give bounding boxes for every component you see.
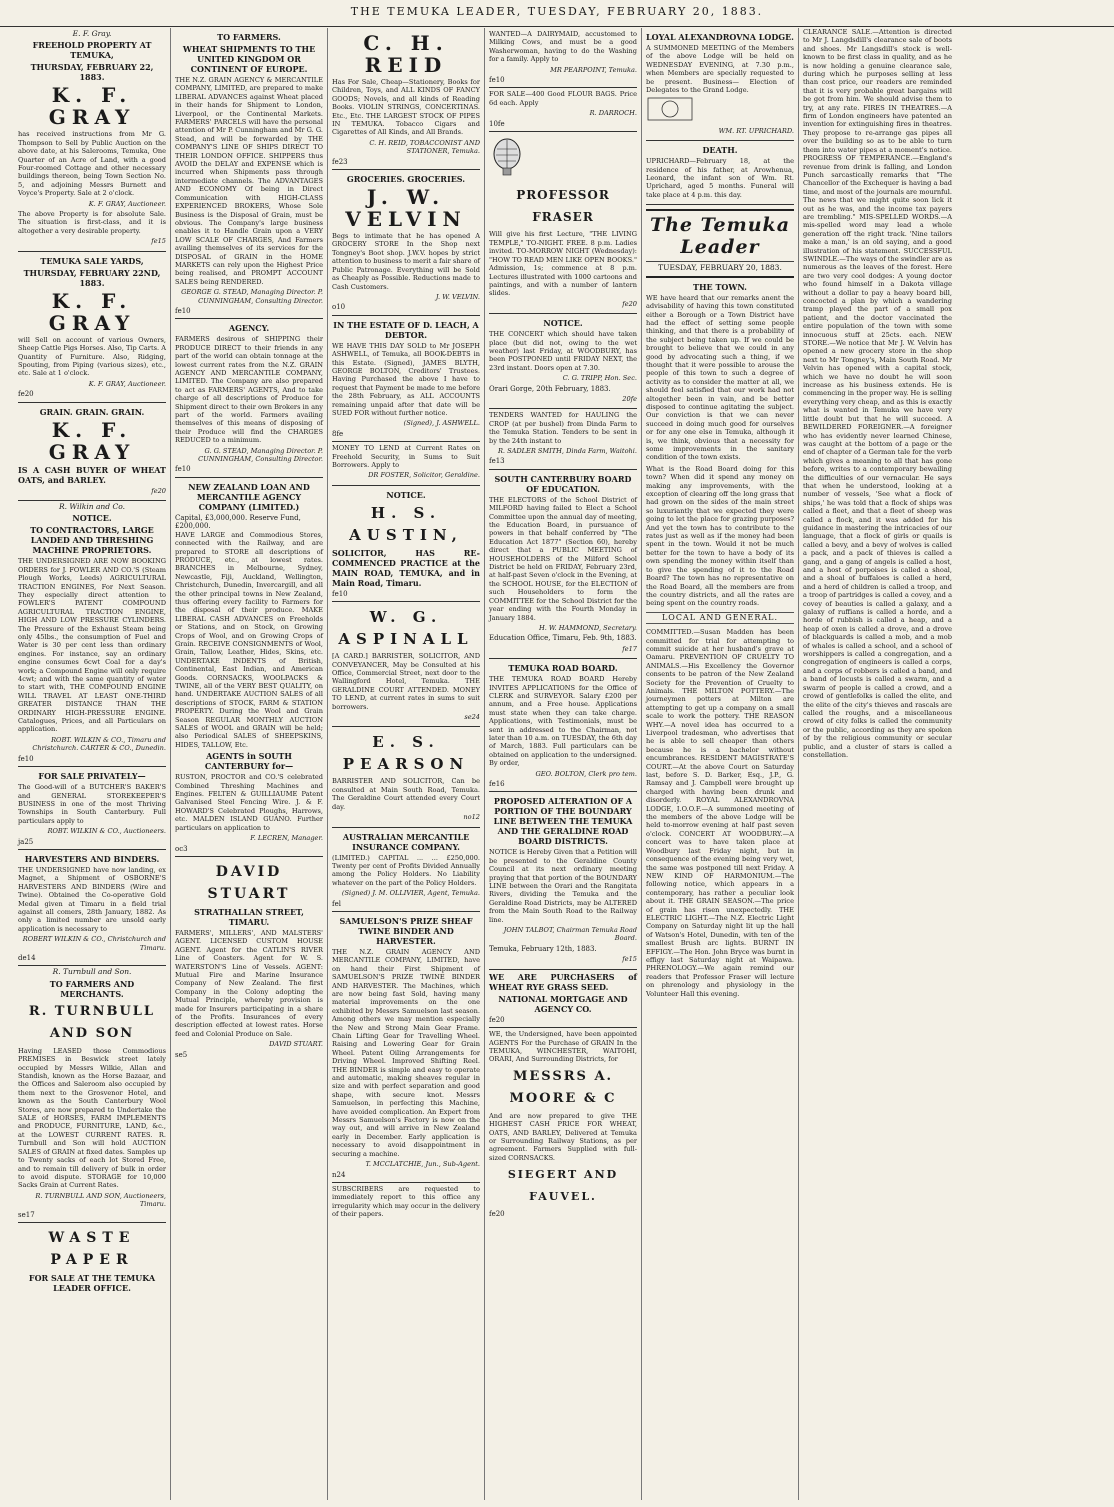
ad-agency [175, 319, 323, 478]
ad-title: TEMUKA ROAD BOARD. [508, 663, 618, 674]
ad-signature: C. G. TRIPP, Hon. Sec. [562, 374, 637, 383]
ad-freehold-property [18, 28, 166, 252]
ad-boundary-alteration [489, 792, 637, 969]
ad-body: A SUMMONED MEETING of the Members of the above Lodge will be held on WEDNESDAY EVENING, at 7.30 p.m., when Members are specially requested to be present. Business— Election of Delegates to the Grand Lodge. [646, 44, 794, 95]
ad-board-of-education [489, 470, 637, 659]
ad-ch-reid [332, 28, 480, 170]
ad-name: MESSRS A. MOORE & C [509, 1068, 617, 1106]
ad-body: FARMERS desirous of SHIPPING their PRODUCE DIRECT to their friends in any part of the world can obtain tonnage at the lowest current rates from the N.Z. GRAIN AGENCY AND MERCANTILE COMPANY, LIMITED. The Company are also prepared to act as FARMERS' AGENTS, And to take charge of all descriptions of Produce for Shipment direct to their own Brokers in any part of the world. Farmers availing themselves of this means of disposing of their Produce will find the CHARGES REDUCED to a minimum. [175, 335, 323, 445]
ad-wheat-purchasers [489, 970, 637, 1028]
ad-title: LOYAL ALEXANDROVNA LODGE. [646, 32, 794, 42]
ad-code: fe10 [489, 76, 505, 85]
column-3 [328, 28, 485, 1500]
ad-body: The Good-will of a BUTCHER'S BAKER'S and GENERAL STOREKEEPER'S BUSINESS in one of the most Thriving Townships in South Canterbury. Full particulars apply to [18, 783, 166, 825]
ad-body: THE N.Z. GRAIN AGENCY AND MERCANTILE COMPANY, LIMITED, have on hand their First Shipment of SAMUELSON'S PRIZE TWINE BINDER AND HARVESTER. The Machines, which are now being fast Sold, having many material improvements on the one exhibited by Messrs Samuelson last season. Among others we may mention especially the New and Strong Main Gear Frame. Chain Lifting Gear for Travelling Wheel. Raising and Lowering Gear for Grain Wheel. Patent Oiling Arrangements for Driving Wheel. Improved Shifting Reel. THE BINDER is simple and easy to operate and automatic, making sheaves regular in size and with perfect separation and good shape, with secure knot. Messrs Samuelson, in perfecting this Machine, have avoided complication. An Expert from Messrs Samuelson's Factory is now on the way out, and will arrive in New Zealand early in December. Early application is necessary to avoid disappointment in securing a machine. [332, 947, 480, 1158]
ad-sale-yards [18, 252, 166, 403]
ad-signature: ROBERT WILKIN & CO., Christchurch and Timaru. [22, 935, 166, 952]
ad-title: AUSTRALIAN MERCANTILE INSURANCE COMPANY. [342, 831, 470, 852]
ad-name: E. S. PEARSON [342, 733, 470, 774]
ad-name: K. F. GRAY [48, 288, 136, 335]
ad-line: Temuka, February 12th, 1883. [489, 944, 597, 953]
ad-code: fe20 [622, 299, 637, 308]
ad-code: fe23 [332, 157, 348, 166]
ad-body: THE N.Z. GRAIN AGENCY & MERCANTILE COMPANY, LIMITED, are prepared to make LIBERAL ADVANCES against Wheat placed in their hands for Shipment to London, Liverpool, or the Continental Markets. FARMERS' PARCELS will have the personal attention of Mr P. Cunningham and Mr G. G. Stead, and will be forwarded by THE COMPANY'S LINE OF SHIPS DIRECT TO THEIR LONDON OFFICE. SHIPPERS thus AVOID the DELAY and EXPENSE which is incurred when Shipments pass through intermediate channels. The ADVANTAGES AND ECONOMY Of being in Direct Communication with HIGH-CLASS EXPERIENCED BROKERS, Whose Sole Business is the Disposal of Grain, must be obvious. The Company's large business enables it to Handle Grain upon a VERY LOW SCALE OF CHARGES, And Farmers availing themselves of its services for the DISPOSAL of GRAIN in the HOME MARKETS can rely upon the Highest Price being realised, and PROMPT ACCOUNT SALES being RENDERED. [175, 76, 323, 286]
ad-date: THURSDAY, FEBRUARY 22, 1883. [30, 62, 154, 83]
ad-code: fe10 [175, 465, 191, 474]
ad-line: Orari Gorge, 20th February, 1883. [489, 384, 611, 393]
ad-body: THE UNDERSIGNED have now landing, ex Magnet, a Shipment of OSBORNE'S HARVESTERS AND BINDERS (Wire and Twine). Obtained the Co-operative Gold Medal given at Timaru in a field trial against all comers, 28th January, 1882. As only a limited number are unsold early application is necessary to [18, 865, 166, 933]
ad-signature: T. MCCLATCHIE, Jun., Sub-Agent. [365, 1160, 480, 1169]
ad-title: WASTE PAPER [48, 1229, 136, 1268]
ad-date: THURSDAY, FEBRUARY 22ND, 1883. [23, 267, 161, 288]
ad-body: FOR SALE—400 Good FLOUR BAGS. Price 6d each. Apply [489, 90, 637, 107]
ad-code: se17 [18, 1210, 35, 1219]
ad-signature: F. LECREN, Manager. [250, 834, 323, 843]
ad-name: W. G. ASPINALL [338, 608, 474, 649]
ad-code: 20fe [622, 394, 637, 403]
ad-title: NOTICE. [543, 318, 583, 329]
ad-code: fe16 [489, 780, 505, 788]
ad-for-sale-privately [18, 767, 166, 850]
ad-body: THE ELECTORS of the School District of MILFORD having failed to Elect a School Committee upon the annual day of meeting, the Education Board, in pursuance of powers in that behalf conferred by "The Education Act 1877" (Section 60), hereby direct that a PUBLIC MEETING of HOUSEHOLDERS of the Milford School District be held on FRIDAY, February 23rd, at half-past Seven o'clock in the Evening, at the SCHOOL HOUSE, for the ELECTION of such Householders to form the COMMITTEE for the School District for the year ending with the Fourth Monday in January 1884. [489, 495, 637, 622]
ad-tenders [489, 409, 637, 469]
ad-body: Begs to intimate that he has opened A GROCERY STORE In the Shop next Tongney's Boot shop. J.W.V. hopes by strict attention to business to merit a fair share of Public Patronage. Everything will be Sold as Cheaply as Possible. Reductions made to Cash Customers. [332, 232, 480, 291]
ad-signature: DAVID STUART. [269, 1040, 323, 1049]
ad-pearson [332, 727, 480, 827]
ad-body: Having LEASED those Commodious PREMISES in Beswick street lately occupied by Messrs Wilkie, Allan and Standish, known as the Horse Bazaar, and the Offices and Saleroom also occupied by them next to the Grosvenor Hotel, and known as the South Canterbury Wool Stores, are now prepared to Undertake the SALE of HORSES, FARM IMPLEMENTS and PRODUCE, FURNITURE, LAND, &c., at the LOWEST CURRENT RATES. R. Turnbull and Son will hold AUCTION SALES of GRAIN at fixed dates. Samples up to Twenty sacks of each lot Stored Free, and to remain till delivery of bulk in order to avoid dispute. STORAGE for 10,000 Sacks Grain at Current Rates. [18, 1046, 166, 1190]
ad-title: HARVESTERS AND BINDERS. [24, 853, 160, 864]
ad-code: fe10 [332, 589, 348, 598]
death-title: DEATH. [702, 145, 738, 156]
ad-turnbull [18, 966, 166, 1223]
ad-code: fe10 [175, 306, 191, 315]
ad-body: THE CONCERT which should have taken place (but did not, owing to the wet weather) last Friday, at WOODBURY, has been POSTPONED until FRIDAY NEXT, the 23rd instant. Doors open at 7.30. [489, 330, 637, 372]
column-6 [799, 28, 956, 1500]
ad-code: 10fe [489, 119, 505, 128]
ad-code: fe17 [622, 644, 637, 653]
ad-header: R. Wilkin and Co. [59, 501, 125, 511]
ad-code: de14 [18, 954, 36, 962]
ad-signature: R. DARROCH. [589, 109, 637, 118]
ad-body: WANTED—A DAIRYMAID, accustomed to Milking Cows, and must be a good Washerwoman, having to do the Washing for a family. Apply to [489, 30, 637, 64]
ad-body: (LIMITED.) CAPITAL ... ... £250,000. Twenty per cent of Profits Divided Annually among the Policy Holders. No Liability whatever on the part of the Policy Holders. [332, 853, 480, 887]
ad-lodge [646, 28, 794, 141]
ad-signature: NATIONAL MORTGAGE AND AGENCY CO. [498, 993, 628, 1014]
ad-body: TENDERS WANTED for HAULING the CROP (at per bushel) from Dinda Farm to the Temuka Station. Tenders to be sent in by the 24th instant to [489, 411, 637, 445]
ad-name: J. W. VELVIN [345, 185, 467, 232]
paper-date: TUESDAY, FEBRUARY 20, 1883. [646, 261, 794, 272]
ad-samuelson [332, 912, 480, 1183]
ad-body: SUBSCRIBERS are requested to immediately report to this office any irregularity which may occur in the delivery of their papers. [332, 1184, 480, 1219]
ad-body: has received instructions from Mr G. Thompson to Sell by Public Auction on the above date, at his Salerooms, Temuka, One Quarter of an Acre of Land, with a good Four-roomed Cottage and other necessary buildings thereon, being Town Section No. 5, and adjoining Messrs Burnett and Voyce's Property. Sale at 2 o'clock. [18, 130, 166, 198]
paper-title: The Temuka Leader [649, 214, 791, 259]
ad-code: fe15 [622, 955, 637, 964]
ad-body: HAVE LARGE and Commodious Stores, connected with the Railway, and are prepared to STORE all descriptions of PRODUCE, etc., at lowest rates. BRANCHES in Melbourne, Sydney, Newcastle, Fiji, Auckland, Wellington, Christchurch, Dunedin, Invercargill, and all the other principal towns in New Zealand, thus offering every facility to Farmers for the disposal of their produce. MAKE LIBERAL CASH ADVANCES on Freeholds or Stations, and on Stock, on Growing Crops of Wool, and on Growing Crops of Grain. RECEIVE CONSIGNMENTS of Wool, Grain, Tallow, Leather, Hides, Skins, etc. UNDERTAKE INDENTS of British, Continental, East Indian, and American Goods. CORNSACKS, WOOLPACKS & TWINE, all of the VERY BEST QUALITY, on hand. UNDERTAKE AUCTION SALES of all descriptions of STOCK, FARM & STATION PROPERTY. During the Wool and Grain Season REGULAR MONTHLY AUCTION SALES of WOOL and GRAIN will be held; also Periodical SALES of SHEEPSKINS, HIDES, TALLOW, Etc. [175, 530, 323, 749]
editorial-paragraph-1: WE have heard that our remarks anent the advisability of having this town constituted either a Borough or a Town District have had the effect of setting some people thinking, and that there is a probability of the subject being taken up. If we could be brought to believe that we could in any good by advocating such a thing, if we thought that it were possible to arouse the people of this town to such a degree of activity as to consider the matter at all, we should feel satisfied that our work had not altogether been in vain, and be better disposed to continue agitating the subject. Our conviction is that we can never succeed in doing much good for ourselves or for any one else in Temuka, although it is, we think, obvious that a necessity for some improvements in the sanitary condition of the town exists. [646, 293, 794, 462]
ad-money-to-lend [332, 442, 480, 486]
ad-body: Will give his first Lecture, "THE LIVING TEMPLE," TO-NIGHT. FREE. 8 p.m. Ladies invited. TO-MORROW NIGHT (Wednesday): "HOW TO READ MEN LIKE OPEN BOOKS." Admission, 1s; commence at 8 p.m. Lectures illustrated with 1000 cartoons and paintings, and with a number of lantern slides. [489, 230, 637, 298]
ad-title: PROPOSED ALTERATION OF A PORTION OF THE BOUNDARY LINE BETWEEN THE TEMUKA AND THE GERALDINE ROAD BOARD DISTRICTS. [493, 796, 633, 847]
column-5 [642, 28, 799, 1500]
ad-insurance [332, 828, 480, 912]
ad-body: will Sell on account of various Owners, Sheep Cattle Pigs Horses. Also, Tip Carts. A Quantity of Furniture. Also, Ridging, Spouting, from Piping (various sizes), etc., etc. Sale at 1 o'clock. [18, 335, 166, 378]
ad-signature: DR FOSTER, Solicitor, Geraldine. [368, 471, 480, 480]
ad-signature: ROBT. WILKIN & CO., Timaru and Christchurch. CARTER & CO., Dunedin. [32, 735, 166, 753]
editorial-paragraph-2: What is the Road Board doing for this town? When did it spend any money on making any improvements, with the exception of clearing off the long grass that had grown on the sides of the main street so luxuriantly that we expected they were going to let the place for grazing purposes? And yet the town has to contribute to the rates just as well as if the money had been spent in the town. Would it not be much better for the town to have a body of its own spending the money within itself than to give the spending of it to the Road Board? The town has no representative on the Road Board, all the members are from the country districts, and all the rates are being spent on the country roads. [646, 464, 794, 608]
ad-title: SOUTH CANTERBURY BOARD OF EDUCATION. [494, 473, 632, 494]
ad-title: FREEHOLD PROPERTY AT TEMUKA, [32, 40, 152, 61]
paper-title-block [646, 209, 794, 277]
ad-fowler-engines [18, 501, 166, 767]
ad-code: se24 [464, 713, 480, 722]
ad-title: NOTICE. [72, 513, 112, 524]
ad-grain-buyer [18, 403, 166, 501]
ad-subscribers [332, 1183, 480, 1224]
ad-body: THE TEMUKA ROAD BOARD Hereby INVITES APPLICATIONS for the Office of CLERK and SURVEYOR. Salary £200 per annum, and a Free house. Applications must state when they can take charge. Applications, with Testimonials, must be sent in addressed to the Chairman, not later than 10 a.m. on TUESDAY, the 6th day of March, 1883. Full particulars can be obtained on application to the undersigned. By order, [489, 675, 637, 768]
column-2 [171, 28, 328, 1500]
ad-agents: RUSTON, PROCTOR and CO.'S celebrated Combined Threshing Machines and Engines. FELTEN & GUILLIAUME Patent Galvanised Steel Fencing Wire. J. & F. HOWARD'S Celebrated Ploughs, Harrows, etc. MALDEN ISLAND GUANO. Further particulars on application to [175, 773, 323, 832]
ad-body: BARRISTER AND SOLICITOR, Can be consulted at Main South Road, Temuka. The Geraldine Court attended every Court day. [332, 777, 480, 811]
ad-signature: R. SADLER SMITH, Dinda Farm, Waitohi. [497, 447, 637, 455]
ad-david-stuart [175, 857, 323, 1062]
running-head: THE TEMUKA LEADER, TUESDAY, FEBRUARY 20, 1883. [0, 0, 1114, 27]
ad-body: FARMERS', MILLERS', AND MALSTERS' AGENT. LICENSED CUSTOM HOUSE AGENT. Agent for the CATLIN'S RIVER Line of Coasters. Agent for W. S. WATERSTON'S Line of Vessels. AGENT: Mutual Fire and Marine Insurance Company of New Zealand. The first Company in the Colony adopting the Mutual Principle, whereby provision is made for Insurers participating in a share of the Profits. Insurances of every description effected at lowest rates. Horse feed and Colonial Produce on Sale. [175, 928, 323, 1038]
ad-code: 8fe [332, 429, 344, 438]
column-1 [14, 28, 171, 1500]
ad-nz-loan [175, 478, 323, 857]
ad-code: oc3 [175, 844, 188, 853]
phrenology-head-icon [489, 137, 525, 177]
ad-title: IN THE ESTATE OF D. LEACH, A DEBTOR. [333, 319, 479, 340]
ad-agents-title: AGENTS in SOUTH CANTERBURY for— [204, 751, 294, 772]
ad-signature: K. F. GRAY, Auctioneer. [88, 199, 166, 208]
ad-signature: G. G. STEAD, Managing Director. P. CUNNINGHAM, Consulting Director. [198, 446, 323, 464]
ad-flour-bags [489, 88, 637, 132]
ad-name: C. H. REID [363, 31, 449, 77]
local-general-heading: LOCAL AND GENERAL. [646, 612, 794, 624]
ad-line: Education Office, Timaru, Feb. 9th, 1883. [489, 634, 637, 643]
columns [14, 28, 1106, 1500]
ad-name: K. F. GRAY [48, 83, 136, 130]
ad-signature: (Signed) J. M. OLLIVIER, Agent, Temuka. [341, 889, 480, 898]
ad-grain-agents [489, 1028, 637, 1221]
ad-code: fe15 [151, 237, 166, 246]
ad-body: FOR SALE AT THE TEMUKA LEADER OFFICE. [28, 1272, 156, 1293]
ad-header: E. F. Gray. [72, 29, 112, 38]
ad-name: K. F. GRAY [48, 417, 136, 464]
ad-code: n24 [332, 1170, 346, 1179]
ad-body: Has For Sale, Cheap—Stationery, Books for Children, Toys, and ALL KINDS OF FANCY GOODS; Novels, and all kinds of Reading Books. VIOLIN STRINGS, CONCERTINAS. Etc., Etc. THE LARGEST STOCK OF PIPES IN TEMUKA. Tobacco Cigars and Cigarettes of All Kinds, and All Brands. [332, 78, 480, 137]
ad-name: R. TURNBULL AND SON [28, 1003, 156, 1041]
local-general-continued: CLEARANCE SALE.—Attention is directed to Mr J. Langdsdill's clearance sale of boots and shoes. Mr Langsdill's stock is well-known to be first class in quality, and as he is now holding a genuine clearance sale, during which he purposes selling at less than cost price, our readers are reminded that it is very probable great bargains will be got from him. We should advise them to try, at any rate. FIRES IN THEATRES.—A firm of London engineers have patented an invention for extinguishing fires in theatres. They propose to re-arrange gas pipes all over the building so as to be able to turn them into water pipes at a moment's notice. PROGRESS OF TEMPERANCE.—England's revenue from drink is falling, and London Punch sarcastically remarks that "The Chancellor of the Exchequer is having a bad time, and most of the journals are mournful. The news that we might quite soon lick it out as he was, and the income tax payers are trembling." MIS-SPELLED WORDS.—A mis-spelled word may lead a whole generation off the right track. 'Nine tailors make a man,' is an old saying, and a good illustration of his statement. SUCCESSFUL SWINDLE.—The ways of the swindler are as numerous as the leaves of the forest. Here are two very cool dodges: A young doctor who found himself in a Dakota village without a dollar to pay a heavy board bill, concocted a plan by which a wandering tramp played the part of a small pox patient, and the doctor vaccinated the entire population of the town with some innocuous stuff at 25cts. each. NEW STORE.—We notice that Mr J. W. Velvin has opened a new grocery store in the shop next to Mr Tongney's, Main South Road. Mr Velvin has opened with a capital stock, which we have no doubt he will soon increase as his business extends. He is commencing in the proper way. He is selling everything very cheap, and as this is exactly what is wanted in Temuka we have very little doubt but that he will succeed. A BEWILDERED FOREIGNER.—A foreigner who has evidently never learned Chinese, was caught at the bottom of a page or the end of chapter of a German tale for the verb which gives a meaning to all that has gone before, writes to a contemporary bewailing the difficulties of our vernacular. He says that when he understood, looking at a number of vessels, 'See what a flock of ships,' he was told that a flock of ships was called a fleet, and that a fleet of sheep was called a flock, and it was added for his guidance in mastering the intricacies of our language, that a flock of girls or quails is called a bevy, and a bevy of wolves is called a pack, and a pack of thieves is called a gang, and a gang of angels is called a host, and a host of porpoises is called a shoal, and a shoal of buffaloes is called a herd, and a herd of children is called a troop, and a troop of partridges is called a covey, and a covey of beauties is called a galaxy, and a galaxy of ruffians is called a horde, and a horde of rubbish is called a heap, and a heap of oxen is called a drove, and a drove of blackguards is called a mob, and a mob of whales is called a school, and a school of worshippers is called a congregation, and a congregation of engineers is called a corps, and a corps of robbers is called a band, and a band of locusts is called a swarm, and a swarm of people is called a crowd, and a crowd of gentlefolks is called the elite, and the elite of the city's thieves and rascals are called the roughs, and a miscellaneous crowd of city folks is called the community or the public, according as they are spoken of by the religious community or secular public, and a cluster of stars is called a constellation. [803, 28, 952, 759]
lodge-seal-icon [646, 96, 694, 122]
ad-signature: MR PEARPOINT, Temuka. [550, 65, 637, 74]
ad-signature: H. W. HAMMOND, Secretary. [538, 623, 637, 632]
ad-title: NEW ZEALAND LOAN AND MERCANTILE AGENCY COMPANY (LIMITED.) [188, 481, 310, 512]
ad-code: fe20 [489, 1210, 505, 1219]
ad-title: AGENCY. [228, 323, 270, 334]
editorial [646, 282, 794, 608]
ad-aspinall [332, 602, 480, 727]
ad-name: PROFESSOR FRASER [516, 188, 610, 225]
ad-austin [332, 486, 480, 602]
ad-title: NOTICE. [386, 489, 426, 500]
ad-waste-paper [18, 1223, 166, 1298]
ad-body: MONEY TO LEND at Current Rates on Freehold Security, in Sums to Suit Borrowers. Apply to [332, 444, 480, 469]
ad-dairymaid [489, 28, 637, 88]
ad-code: fe10 [18, 754, 34, 763]
ad-title: GRAIN. GRAIN. GRAIN. [39, 406, 145, 417]
ad-body: WE HAVE THIS DAY SOLD to Mr JOSEPH ASHWELL, of Temuka, all BOOK-DEBTS in this Estate. (Signed), JAMES BLYTH, GEORGE BOLTON, Creditors' Trustees. Having Purchased the above I have to request that Payment be made to me before the 28th February, as ALL ACCOUNTS remaining unpaid after that date will be SUED FOR without further notice. [332, 341, 480, 417]
ad-road-board [489, 659, 637, 792]
ad-header: R. Turnbull and Son. [52, 967, 132, 977]
ad-signature: K. F. GRAY, Auctioneer. [88, 379, 166, 388]
ad-title: TO FARMERS AND MERCHANTS. [49, 978, 135, 999]
ad-subtitle: WHEAT SHIPMENTS TO THE UNITED KINGDOM OR CONTINENT OF EUROPE. [182, 44, 316, 74]
ad-signature: ROBT. WILKIN & CO., Auctioneers. [47, 827, 166, 836]
ad-code: o10 [332, 303, 346, 312]
ad-body: SOLICITOR, HAS RE-COMMENCED PRACTICE at the MAIN ROAD, TEMUKA, and in Main Road, Timaru. [332, 547, 480, 588]
ad-concert-notice [489, 314, 637, 409]
ad-subtitle: TO CONTRACTORS, LARGE LANDED AND THRESHING MACHINE PROPRIETORS. [30, 525, 154, 556]
ad-code: fe13 [489, 457, 505, 466]
ad-body: [A CARD.] BARRISTER, SOLICITOR, AND CONVEYANCER, May be Consulted at his Office, Commercial Street, next door to the Wallingford Hotel, Temuka. THE GERALDINE COURT ATTENDED. MONEY TO LEND, at current rates in sums to suit borrowers. [332, 652, 480, 711]
ad-name: H. S. AUSTIN, [349, 503, 463, 544]
ad-title: FOR SALE PRIVATELY— [38, 771, 146, 782]
ad-note: The above Property is for absolute Sale. The situation is first-class, and it is altogether a very desirable property. [18, 210, 166, 235]
ad-code: se5 [175, 1050, 188, 1059]
ad-code: fe20 [489, 1015, 505, 1024]
ad-signature: JOHN TALBOT, Chairman Temuka Road Board. [503, 926, 637, 943]
ad-body: NOTICE is Hereby Given that a Petition will be presented to the Geraldine County Council at its next ordinary meeting praying that that portion of the BOUNDARY LINE between the Orari and the Rangitata Rivers, dividing the Temuka and the Geraldine Road Districts, may be ALTERED from the Main South Road to the Railway line. [489, 848, 637, 924]
editorial-title: THE TOWN. [693, 281, 747, 292]
ad-harvesters [18, 850, 166, 966]
ad-signature: SIEGERT AND FAUVEL. [507, 1168, 619, 1204]
ad-title: GROCERIES. GROCERIES. [346, 174, 466, 185]
ad-signature: J. W. VELVIN. [435, 292, 480, 301]
ad-code: fe20 [151, 486, 166, 495]
ad-wheat-shipments [175, 28, 323, 319]
death-notice [646, 141, 794, 205]
ad-body: THE UNDERSIGNED ARE NOW BOOKING ORDERS for J. FOWLER AND CO.'S (Steam Plough Works, Leeds) AGRICULTURAL TRACTION ENGINES, For Next Season. They especially direct attention to FOWLER'S PATENT COMPOUND AGRICULTURAL TRACTION ENGINE, HIGH AND LOW PRESSURE CYLINDERS. The Pressure of the Exhaust Steam being only 45lbs., the consumption of Fuel and Water is 30 per cent less than ordinary engines. For instance, say an ordinary engine consumes 6cwt Coal for a day's work; a Compound Engine will only require 4cwt; and with the same quantity of water to start with, THE COMPOUND ENGINE WILL TRAVEL AT LEAST ONE-THIRD GREATER DISTANCE THAN THE ORDINARY HIGH-PRESSURE ENGINE. Catalogues, Prices, and all Particulars on application. [18, 557, 166, 734]
ad-code: fel [332, 899, 341, 908]
ad-signature: GEORGE G. STEAD, Managing Director. P. CUNNINGHAM, Consulting Director. [181, 288, 323, 305]
ad-capital: Capital, £3,000,000. Reserve Fund, £200,000. [175, 513, 301, 531]
ad-signature: (Signed), J. ASHWELL. [403, 419, 480, 428]
ad-leach-estate [332, 316, 480, 442]
death-body: UPRICHARD—February 18, at the residence of his father, at Arowhenua, Leonard, the infant son of Wm. Rt. Uprichard, aged 5 months. Funeral will take place at 4 p.m. this day. [646, 157, 794, 199]
ad-title: TO FARMERS. [217, 32, 281, 42]
ad-signature: WM. RT. UPRICHARD. [718, 126, 794, 135]
ad-name: DAVID STUART [207, 863, 291, 902]
ad-groceries [332, 170, 480, 316]
ad-body: WE ARE PURCHASERS of WHEAT RYE GRASS SEED. [489, 971, 637, 992]
ad-body-2: And are now prepared to give THE HIGHEST CASH PRICE FOR WHEAT, OATS, AND BARLEY, Delivered at Temuka or Surrounding Railway Stations, as per agreement. Farmers Supplied with full-sized CORNSACKS. [489, 1111, 637, 1162]
local-general-body: COMMITTED.—Susan Madden has been committed for trial for attempting to commit suicide at her husband's grave at Oamaru. PREVENTION OF CRUELTY TO ANIMALS.—His Excellency the Governor consents to be patron of the New Zealand Society for the Prevention of Cruelty to Animals. THE MILTON POTTERY.—The journeymen potters at Milton are attempting to get up a company on a small scale to work the pottery. THE REASON WHY.—A novel idea has occurred to a Liverpool tradesman, who advertises that he is able to sell cheaper than others because he is a bachelor without encumbrances. RESIDENT MAGISTRATE'S COURT.—At the above Court on Saturday last, before S. D. Barker, Esq., J.P., G. Ramsay and J. Campbell were brought up charged with having been drunk and disorderly. ROYAL ALEXANDROVNA LODGE, I.O.O.F.—A summoned meeting of the members of the above Lodge will be held to-morrow evening at half past seven o'clock. CONCERT AT WOODBURY.—A concert was to have taken place at Woodbury last Friday night, but in consequence of the evening being very wet, the same was postponed till next Friday. A NEW KIND OF HARMONIUM.—The following notice, which appears in a contemporary, has rather a peculiar look about it. THE GRAIN SEASON.—The price of grain has risen unexpectedly. THE ELECTRIC LIGHT.—The N.Z. Electric Light Company on Saturday night lit up the hall of Watson's Hotel, Dunedin, with ten of the smallest Brush arc lights. BURNT IN EFFIGY.—The Hon. John Bryce was burnt in effigy last Saturday night at Waipawa. PHRENOLOGY.—We again remind our readers that Professor Fraser will lecture on phrenology and physiology in the Volunteer Hall this evening. [646, 628, 794, 998]
column-4 [485, 28, 642, 1500]
ad-signature: GEO. BOLTON, Clerk pro tem. [535, 769, 637, 778]
ad-address: STRATHALLAN STREET, TIMARU. [194, 906, 304, 927]
ad-signature: C. H. REID, TOBACCONIST AND STATIONER, Temuka. [369, 138, 480, 156]
ad-title: TEMUKA SALE YARDS, [40, 255, 144, 266]
ad-code: fe20 [18, 390, 34, 399]
ad-body: WE, the Undersigned, have been appointed AGENTS For the Purchase of GRAIN In the TEMUKA, WINCHESTER, WAITOHI, ORARI, And Surrounding Districts, for [489, 1030, 637, 1064]
ad-title: SAMUELSON'S PRIZE SHEAF TWINE BINDER AND HARVESTER. [339, 915, 473, 946]
ad-code: ja25 [18, 837, 34, 846]
ad-code: no12 [463, 813, 480, 822]
ad-body: IS A CASH BUYER OF WHEAT OATS, and BARLEY. [18, 464, 166, 485]
ad-professor-fraser [489, 132, 637, 314]
ad-signature: R. TURNBULL AND SON, Auctioneers, Timaru. [35, 1191, 166, 1209]
